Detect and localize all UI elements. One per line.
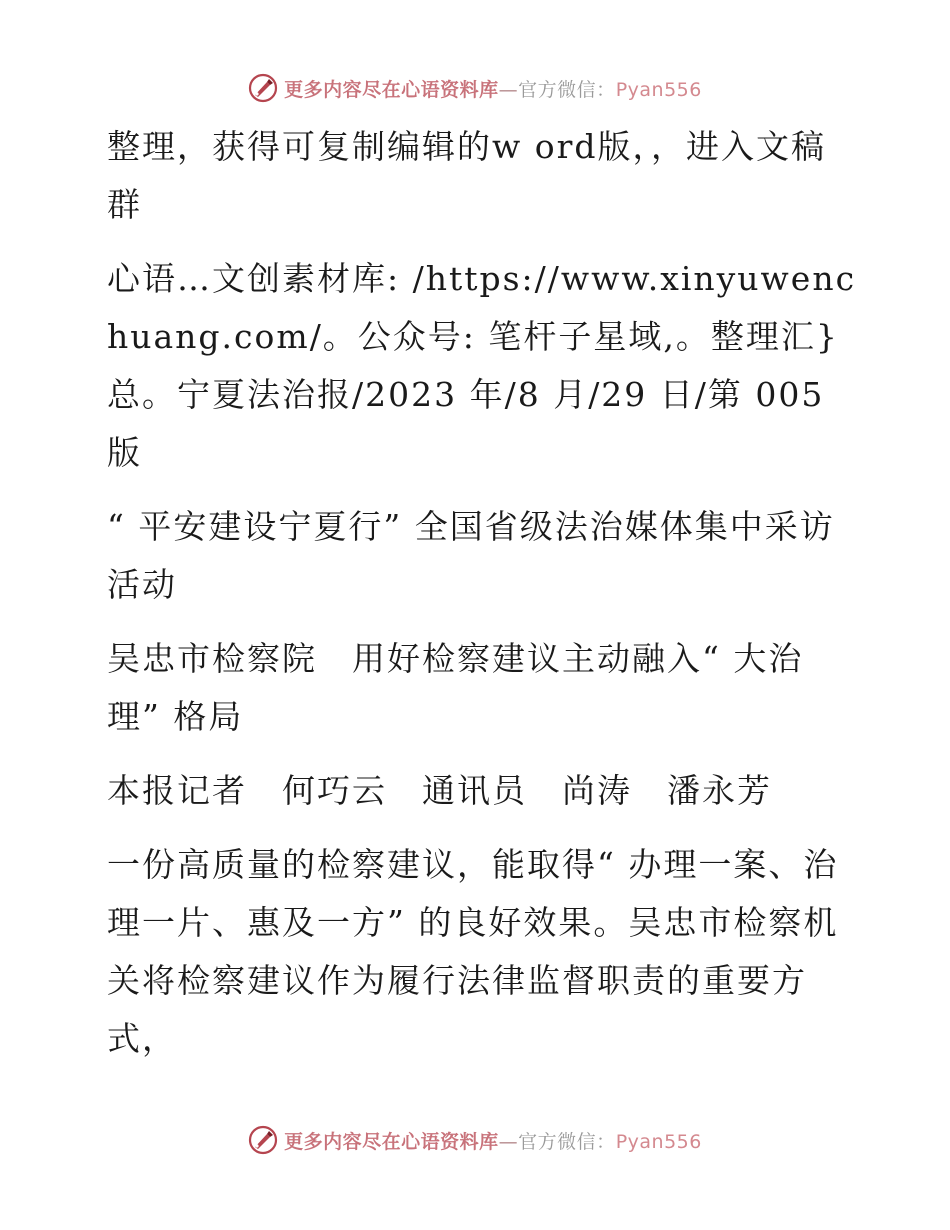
article-body: 一份高质量的检察建议，能取得“ 办理一案、治理一片、惠及一方” 的良好效果。吴忠市检察机关将检察建议作为履行法律监督职责的重要方式， xyxy=(107,845,839,1058)
watermark-text xyxy=(284,75,702,102)
watermark-dash: — xyxy=(498,1130,519,1153)
paragraph-source: 心语…文创素材库: /https://www.xinyuwenchuang.com/。公众号: 笔杆子星域,。整理汇}总。宁夏法治报/2023 年/8 月/29 日/第 005 版 xyxy=(107,259,857,472)
watermark-brand: 更多内容尽在心语资料库 xyxy=(284,1130,499,1153)
document-body xyxy=(97,118,857,1084)
watermark-brand: 更多内容尽在心语资料库 xyxy=(284,78,499,101)
watermark-text xyxy=(284,1127,702,1154)
watermark-label: 官方微信： xyxy=(518,1130,616,1153)
footer-watermark xyxy=(0,1122,950,1158)
pen-logo-icon xyxy=(248,1125,278,1155)
watermark-wechat-id: Pyan556 xyxy=(615,1130,702,1153)
article-title: 吴忠市检察院 用好检察建议主动融入“ 大治理” 格局 xyxy=(107,639,804,736)
paragraph-intro: 整理，获得可复制编辑的w ord版，，进入文稿群 xyxy=(107,127,827,224)
watermark-wechat-id: Pyan556 xyxy=(615,78,702,101)
header-watermark xyxy=(0,70,950,106)
watermark-dash: — xyxy=(498,78,519,101)
watermark-label: 官方微信： xyxy=(518,78,616,101)
paragraph-campaign: “ 平安建设宁夏行” 全国省级法治媒体集中采访活动 xyxy=(107,507,835,604)
article-byline: 本报记者 何巧云 通讯员 尚涛 潘永芳 xyxy=(107,771,772,810)
pen-logo-icon xyxy=(248,73,278,103)
